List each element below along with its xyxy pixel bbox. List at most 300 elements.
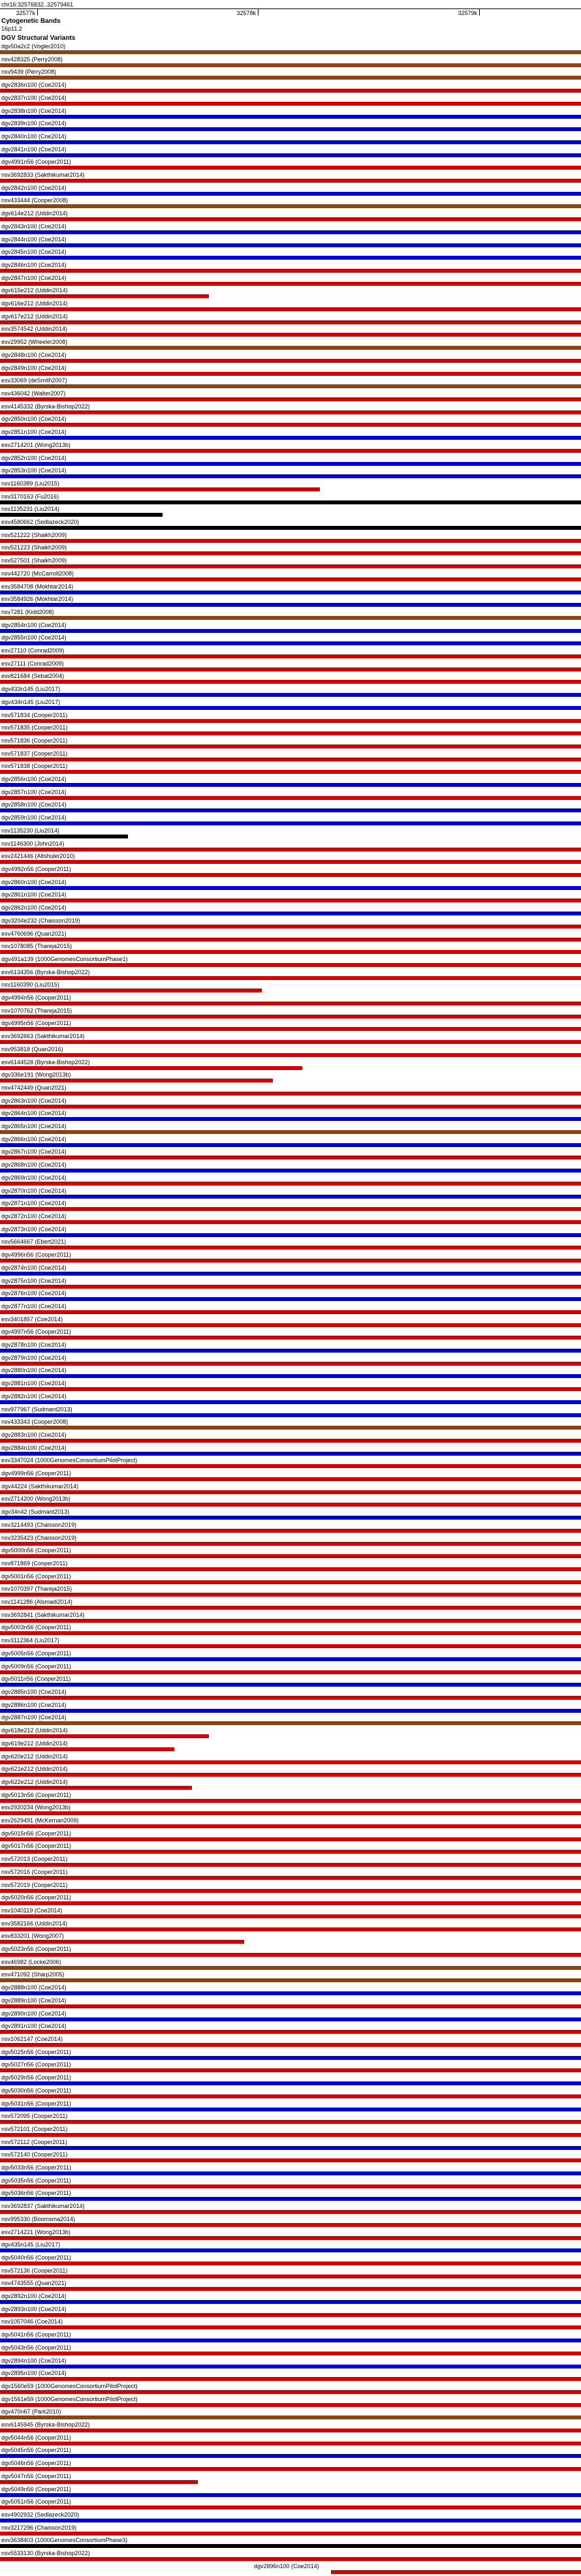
variant-bar[interactable] — [0, 474, 581, 478]
variant-row — [0, 1663, 581, 1676]
variant-label: esv3584708 (Mokhtar2014) — [1, 583, 74, 590]
variant-bar[interactable] — [0, 50, 581, 54]
variant-bar[interactable] — [0, 2287, 581, 2291]
variant-label: dgv2894n100 (Coe2014) — [1, 2357, 67, 2364]
variant-bar[interactable] — [0, 1323, 581, 1327]
variant-bar[interactable] — [0, 1554, 581, 1558]
variant-bar[interactable] — [0, 1400, 581, 1404]
variant-bar[interactable] — [0, 835, 128, 838]
variant-bar[interactable] — [0, 1927, 581, 1931]
variant-bar[interactable] — [0, 629, 581, 633]
variant-bar[interactable] — [0, 2338, 581, 2342]
variant-row — [0, 1702, 581, 1715]
variant-bar[interactable] — [0, 1207, 581, 1211]
variant-bar[interactable] — [0, 2171, 581, 2175]
variant-bar[interactable] — [0, 654, 581, 658]
variant-label: dgv5020n56 (Cooper2011) — [1, 1894, 71, 1901]
variant-label: dgv2838n100 (Coe2014) — [1, 107, 67, 114]
variant-list — [0, 43, 581, 2576]
variant-bar[interactable] — [0, 1593, 581, 1597]
variant-row — [0, 2434, 581, 2447]
variant-bar[interactable] — [0, 693, 581, 697]
variant-label: dgv4999n56 (Cooper2011) — [1, 1470, 71, 1477]
variant-label: dgv2881n100 (Coe2014) — [1, 1380, 67, 1387]
variant-bar[interactable] — [0, 1452, 581, 1456]
variant-bar[interactable] — [0, 731, 581, 735]
variant-label: nsv3692841 (Sakthikumar2014) — [1, 1611, 85, 1618]
variant-row — [0, 1483, 581, 1496]
variant-bar[interactable] — [0, 2108, 581, 2111]
variant-bar[interactable] — [0, 140, 581, 144]
variant-bar[interactable] — [0, 526, 581, 530]
variant-label: nsv572016 (Cooper2011) — [1, 1868, 68, 1875]
variant-bar[interactable] — [0, 860, 581, 864]
variant-bar[interactable] — [0, 1876, 581, 1880]
variant-bar[interactable] — [0, 2467, 581, 2471]
variant-bar[interactable] — [0, 2390, 581, 2394]
variant-row — [0, 1804, 581, 1817]
variant-label: dgv5027n56 (Cooper2011) — [1, 2061, 71, 2068]
variant-bar[interactable] — [0, 1811, 581, 1815]
variant-label: dgv2878n100 (Coe2014) — [1, 1342, 67, 1349]
variant-bar[interactable] — [0, 269, 581, 273]
variant-bar[interactable] — [0, 1310, 581, 1314]
variant-bar[interactable] — [0, 1503, 581, 1507]
variant-row — [0, 1020, 581, 1033]
variant-bar[interactable] — [0, 487, 320, 491]
variant-bar[interactable] — [0, 1619, 581, 1623]
variant-bar[interactable] — [0, 925, 581, 928]
variant-row — [0, 1586, 581, 1599]
variant-bar[interactable] — [0, 1195, 581, 1199]
variant-bar[interactable] — [0, 603, 581, 607]
variant-bar[interactable] — [0, 1721, 581, 1725]
variant-bar[interactable] — [0, 1696, 581, 1700]
variant-bar[interactable] — [0, 1169, 581, 1173]
variant-row — [0, 994, 581, 1007]
variant-row — [0, 827, 581, 840]
variant-bar[interactable] — [0, 2557, 581, 2561]
variant-bar[interactable] — [0, 1914, 581, 1918]
variant-bar[interactable] — [0, 808, 581, 812]
variant-bar[interactable] — [0, 2223, 581, 2227]
variant-bar[interactable] — [0, 2056, 581, 2060]
variant-label: nsv572095 (Cooper2011) — [1, 2113, 68, 2120]
variant-bar[interactable] — [0, 2325, 581, 2329]
variant-bar[interactable] — [0, 204, 581, 208]
variant-bar[interactable] — [0, 500, 581, 504]
variant-label: dgv4994n56 (Cooper2011) — [1, 994, 71, 1002]
variant-bar[interactable] — [0, 2133, 581, 2137]
variant-bar[interactable] — [0, 2004, 581, 2008]
variant-bar[interactable] — [0, 1143, 581, 1147]
variant-bar[interactable] — [0, 719, 581, 723]
variant-bar[interactable] — [0, 2442, 581, 2446]
variant-bar[interactable] — [0, 976, 581, 980]
variant-bar[interactable] — [0, 1644, 581, 1648]
variant-bar[interactable] — [0, 2506, 581, 2509]
variant-bar[interactable] — [0, 2158, 581, 2162]
variant-row — [0, 1355, 581, 1368]
variant-label: dgv2842n100 (Coe2014) — [1, 184, 67, 191]
variant-label: nsv436042 (Walter2007) — [1, 390, 66, 397]
variant-bar[interactable] — [0, 1580, 581, 1584]
variant-bar[interactable] — [0, 1092, 581, 1096]
variant-bar[interactable] — [0, 641, 581, 645]
variant-bar[interactable] — [0, 1439, 581, 1443]
variant-bar[interactable] — [0, 1413, 581, 1417]
variant-bar[interactable] — [0, 1117, 581, 1121]
variant-row — [0, 776, 581, 789]
variant-bar[interactable] — [0, 1015, 581, 1019]
variant-row — [0, 1059, 581, 1072]
variant-bar[interactable] — [0, 1027, 581, 1031]
variant-row — [0, 2074, 581, 2087]
variant-bar[interactable] — [0, 912, 581, 915]
variant-row — [0, 634, 581, 647]
variant-bar[interactable] — [0, 333, 581, 337]
variant-bar[interactable] — [0, 372, 581, 376]
variant-label: dgv2848n100 (Coe2014) — [1, 351, 67, 358]
variant-bar[interactable] — [0, 127, 581, 131]
variant-bar[interactable] — [0, 577, 581, 581]
variant-bar[interactable] — [0, 359, 581, 363]
variant-bar[interactable] — [0, 397, 581, 401]
variant-label: dgv2862n100 (Coe2014) — [1, 904, 67, 912]
variant-bar[interactable] — [0, 1953, 581, 1957]
variant-bar[interactable] — [0, 2352, 581, 2355]
variant-bar[interactable] — [0, 179, 581, 183]
variant-label: esv2714201 (Wong2013b) — [1, 441, 71, 448]
variant-bar[interactable] — [0, 539, 581, 543]
variant-bar[interactable] — [0, 2081, 581, 2085]
variant-bar[interactable] — [0, 1901, 581, 1905]
variant-bar[interactable] — [0, 1053, 581, 1057]
variant-bar[interactable] — [0, 294, 209, 298]
variant-bar[interactable] — [0, 2146, 581, 2150]
variant-row — [0, 1946, 581, 1959]
variant-label: dgv435n145 (Liu2017) — [1, 2241, 61, 2248]
variant-row — [0, 724, 581, 737]
variant-row — [0, 2537, 581, 2550]
variant-label: nsv527501 (Shaikh2009) — [1, 557, 67, 564]
variant-label: dgv2836n100 (Coe2014) — [1, 82, 67, 89]
variant-label: esv3582166 (Uddin2014) — [1, 1920, 68, 1927]
variant-row — [0, 519, 581, 532]
variant-bar[interactable] — [0, 1259, 581, 1263]
variant-row — [0, 1251, 581, 1265]
variant-bar[interactable] — [0, 1426, 581, 1430]
variant-bar[interactable] — [0, 63, 581, 67]
variant-bar[interactable] — [0, 2480, 198, 2484]
ruler-tick-label: 32578k — [236, 10, 256, 16]
variant-bar[interactable] — [0, 2236, 581, 2240]
variant-bar[interactable] — [0, 1567, 581, 1571]
variant-bar[interactable] — [0, 1991, 581, 1995]
variant-row — [0, 352, 581, 365]
variant-bar[interactable] — [0, 282, 581, 286]
variant-bar[interactable] — [0, 217, 581, 221]
variant-bar[interactable] — [0, 1940, 244, 1944]
variant-bar[interactable] — [0, 667, 581, 671]
variant-bar[interactable] — [0, 1747, 174, 1751]
variant-bar[interactable] — [0, 898, 581, 902]
variant-bar[interactable] — [0, 873, 581, 877]
variant-bar[interactable] — [0, 115, 581, 119]
variant-label: dgv2893n100 (Coe2014) — [1, 2305, 67, 2312]
variant-bar[interactable] — [0, 1040, 581, 1044]
variant-bar[interactable] — [0, 2403, 581, 2407]
variant-label: esv46982 (Locke2006) — [1, 1958, 61, 1965]
variant-bar[interactable] — [0, 744, 581, 748]
variant-row — [0, 2498, 581, 2511]
variant-label: dgv1561e59 (1000GenomesConsortiumPilotProject) — [1, 2395, 138, 2402]
variant-bar[interactable] — [0, 1542, 581, 1546]
variant-row — [0, 313, 581, 326]
variant-row — [0, 2164, 581, 2177]
variant-bar[interactable] — [0, 2068, 581, 2072]
variant-bar[interactable] — [0, 938, 581, 942]
variant-row — [0, 583, 581, 596]
variant-bar[interactable] — [0, 1464, 581, 1468]
variant-label: dgv2884n100 (Coe2014) — [1, 1444, 67, 1451]
variant-label: dgv621e212 (Uddin2014) — [1, 1766, 68, 1773]
variant-bar[interactable] — [0, 436, 581, 440]
variant-row — [0, 2139, 581, 2152]
variant-bar[interactable] — [0, 1606, 581, 1610]
variant-label: dgv5045n56 (Cooper2011) — [1, 2447, 71, 2454]
variant-bar[interactable] — [0, 590, 581, 594]
variant-bar[interactable] — [0, 256, 581, 260]
variant-label: dgv434n145 (Liu2017) — [1, 698, 61, 705]
variant-row — [0, 904, 581, 917]
variant-bar[interactable] — [0, 1837, 581, 1841]
variant-bar[interactable] — [0, 1966, 581, 1970]
variant-row — [0, 69, 581, 82]
variant-bar[interactable] — [0, 2415, 581, 2419]
variant-bar[interactable] — [0, 796, 581, 800]
variant-label: dgv2891n100 (Coe2014) — [1, 2023, 67, 2030]
variant-bar[interactable] — [0, 2544, 581, 2548]
variant-bar[interactable] — [0, 1978, 581, 1982]
variant-bar[interactable] — [0, 551, 581, 555]
variant-bar[interactable] — [0, 2275, 581, 2278]
variant-bar[interactable] — [0, 2532, 581, 2536]
variant-bar[interactable] — [0, 1349, 581, 1353]
variant-bar[interactable] — [0, 102, 581, 106]
variant-bar[interactable] — [0, 2120, 581, 2124]
variant-row — [0, 1007, 581, 1020]
variant-label: dgv2879n100 (Coe2014) — [1, 1354, 67, 1361]
variant-row — [0, 1136, 581, 1149]
position-text: chr16:32576832..32579461 — [1, 1, 74, 8]
variant-bar[interactable] — [0, 2030, 581, 2034]
variant-bar[interactable] — [0, 1362, 581, 1366]
variant-bar[interactable] — [0, 989, 262, 992]
variant-bar[interactable] — [0, 1799, 581, 1803]
variant-bar[interactable] — [0, 680, 581, 684]
variant-bar[interactable] — [0, 89, 581, 93]
variant-bar[interactable] — [0, 1156, 581, 1159]
variant-bar[interactable] — [0, 1297, 581, 1301]
variant-bar[interactable] — [0, 963, 581, 967]
variant-bar[interactable] — [0, 1387, 581, 1391]
variant-bar[interactable] — [0, 821, 581, 825]
variant-label: nsv442720 (McCarroll2008) — [1, 570, 74, 577]
variant-bar[interactable] — [0, 1734, 209, 1738]
variant-bar[interactable] — [0, 1863, 581, 1867]
variant-bar[interactable] — [0, 76, 581, 80]
variant-bar[interactable] — [0, 1285, 581, 1289]
variant-bar[interactable] — [0, 2493, 581, 2497]
variant-label: dgv2866n100 (Coe2014) — [1, 1135, 67, 1142]
variant-bar[interactable] — [0, 166, 581, 170]
variant-row — [0, 840, 581, 853]
variant-bar[interactable] — [0, 1786, 192, 1790]
variant-bar[interactable] — [0, 1182, 581, 1186]
variant-bar[interactable] — [0, 423, 581, 427]
variant-row — [0, 2460, 581, 2473]
variant-bar[interactable] — [0, 2262, 581, 2265]
variant-row — [0, 416, 581, 429]
variant-label: dgv5009n56 (Cooper2011) — [1, 1663, 71, 1670]
variant-bar[interactable] — [0, 2043, 581, 2047]
variant-bar[interactable] — [0, 886, 581, 890]
ruler[interactable] — [0, 8, 581, 18]
variant-row — [0, 1238, 581, 1251]
variant-bar[interactable] — [0, 848, 581, 851]
variant-label: nsv1135230 (Liu2014) — [1, 827, 59, 834]
variant-bar[interactable] — [0, 2197, 581, 2201]
variant-bar[interactable] — [0, 770, 581, 774]
variant-bar[interactable] — [0, 1529, 581, 1533]
variant-row — [0, 879, 581, 892]
variant-label: dgv2851n100 (Coe2014) — [1, 429, 67, 436]
variant-bar[interactable] — [0, 1336, 581, 1340]
variant-bar[interactable] — [0, 513, 163, 517]
variant-bar[interactable] — [0, 1631, 581, 1635]
variant-row — [0, 2473, 581, 2486]
variant-bar[interactable] — [0, 1490, 581, 1494]
variant-bar[interactable] — [0, 1130, 581, 1134]
variant-label: nsv953818 (Quan2016) — [1, 1045, 63, 1052]
variant-bar[interactable] — [0, 1709, 581, 1713]
variant-bar[interactable] — [0, 1233, 581, 1237]
variant-bar[interactable] — [0, 1657, 581, 1661]
variant-label: nsv3214493 (Chaisson2019) — [1, 1521, 77, 1528]
variant-bar[interactable] — [0, 758, 581, 761]
variant-bar[interactable] — [0, 2094, 581, 2098]
variant-bar[interactable] — [0, 153, 581, 157]
variant-row — [0, 969, 581, 982]
variant-row — [0, 377, 581, 390]
variant-bar[interactable] — [0, 1374, 581, 1378]
variant-row — [0, 442, 581, 455]
variant-bar[interactable] — [0, 1246, 581, 1250]
variant-label: dgv2857n100 (Coe2014) — [1, 788, 67, 795]
variant-label: dgv2837n100 (Coe2014) — [1, 94, 67, 101]
variant-bar[interactable] — [0, 706, 581, 710]
variant-bar[interactable] — [0, 783, 581, 787]
variant-bar[interactable] — [0, 1516, 581, 1520]
variant-row — [0, 2447, 581, 2460]
variant-bar[interactable] — [0, 449, 581, 453]
variant-bar[interactable] — [0, 564, 581, 568]
variant-row — [0, 326, 581, 339]
variant-bar[interactable] — [0, 1683, 581, 1687]
variant-bar[interactable] — [0, 243, 581, 247]
variant-bar[interactable] — [0, 1773, 581, 1777]
variant-bar[interactable] — [0, 616, 581, 620]
variant-row — [0, 596, 581, 609]
variant-bar[interactable] — [0, 2313, 581, 2317]
variant-row — [0, 300, 581, 313]
variant-row — [0, 1200, 581, 1213]
variant-bar[interactable] — [0, 1220, 581, 1224]
variant-bar[interactable] — [0, 2185, 581, 2188]
variant-bar[interactable] — [0, 2017, 581, 2021]
variant-bar[interactable] — [0, 2365, 581, 2369]
variant-bar[interactable] — [0, 2429, 581, 2432]
variant-bar[interactable] — [0, 1272, 581, 1276]
variant-label: dgv5036n56 (Cooper2011) — [1, 2190, 71, 2197]
variant-bar[interactable] — [0, 2210, 581, 2214]
variant-bar[interactable] — [0, 1105, 581, 1109]
variant-bar[interactable] — [0, 1002, 581, 1005]
variant-row — [0, 1971, 581, 1984]
variant-bar[interactable] — [0, 1477, 581, 1481]
variant-bar[interactable] — [0, 1079, 273, 1082]
variant-bar[interactable] — [0, 307, 581, 311]
variant-bar[interactable] — [0, 1850, 581, 1854]
variant-bar[interactable] — [0, 1066, 302, 1070]
cytoband-band-label: 16p11.2 — [1, 25, 22, 32]
variant-bar[interactable] — [0, 230, 581, 234]
variant-bar[interactable] — [0, 1824, 581, 1828]
dgv-track-title: DGV Structural Variants — [1, 35, 76, 42]
variant-bar[interactable] — [0, 2300, 581, 2304]
variant-row — [0, 1188, 581, 1201]
variant-bar[interactable] — [0, 1670, 581, 1674]
variant-bar[interactable] — [0, 2377, 581, 2381]
variant-bar[interactable] — [0, 462, 581, 466]
variant-label: dgv5031n56 (Cooper2011) — [1, 2100, 71, 2107]
variant-label: nsv572013 (Cooper2011) — [1, 1856, 68, 1863]
variant-bar[interactable] — [0, 320, 581, 324]
variant-label: nsv995330 (Boomsma2014) — [1, 2215, 76, 2222]
variant-bar[interactable] — [0, 192, 581, 196]
variant-bar[interactable] — [0, 950, 581, 954]
variant-row — [0, 403, 581, 416]
variant-bar[interactable] — [0, 2519, 581, 2522]
variant-bar[interactable] — [0, 1889, 581, 1893]
variant-label: dgv2847n100 (Coe2014) — [1, 274, 67, 281]
variant-bar[interactable] — [0, 410, 581, 414]
variant-label: esv4902932 (Sedlazeck2020) — [1, 2511, 80, 2518]
variant-bar[interactable] — [0, 346, 581, 350]
variant-label: dgv50a2c2 (Vogler2010) — [1, 43, 66, 50]
variant-row — [0, 1265, 581, 1278]
variant-label: esv4145332 (Byrska-Bishop2022) — [1, 403, 90, 410]
variant-row — [0, 1573, 581, 1586]
variant-bar[interactable] — [0, 2248, 581, 2252]
variant-row — [0, 1316, 581, 1329]
variant-bar[interactable] — [0, 1760, 581, 1764]
variant-bar[interactable] — [0, 2454, 581, 2458]
variant-row — [0, 2524, 581, 2538]
variant-bar[interactable] — [0, 384, 581, 388]
variant-bar[interactable] — [331, 2570, 581, 2574]
